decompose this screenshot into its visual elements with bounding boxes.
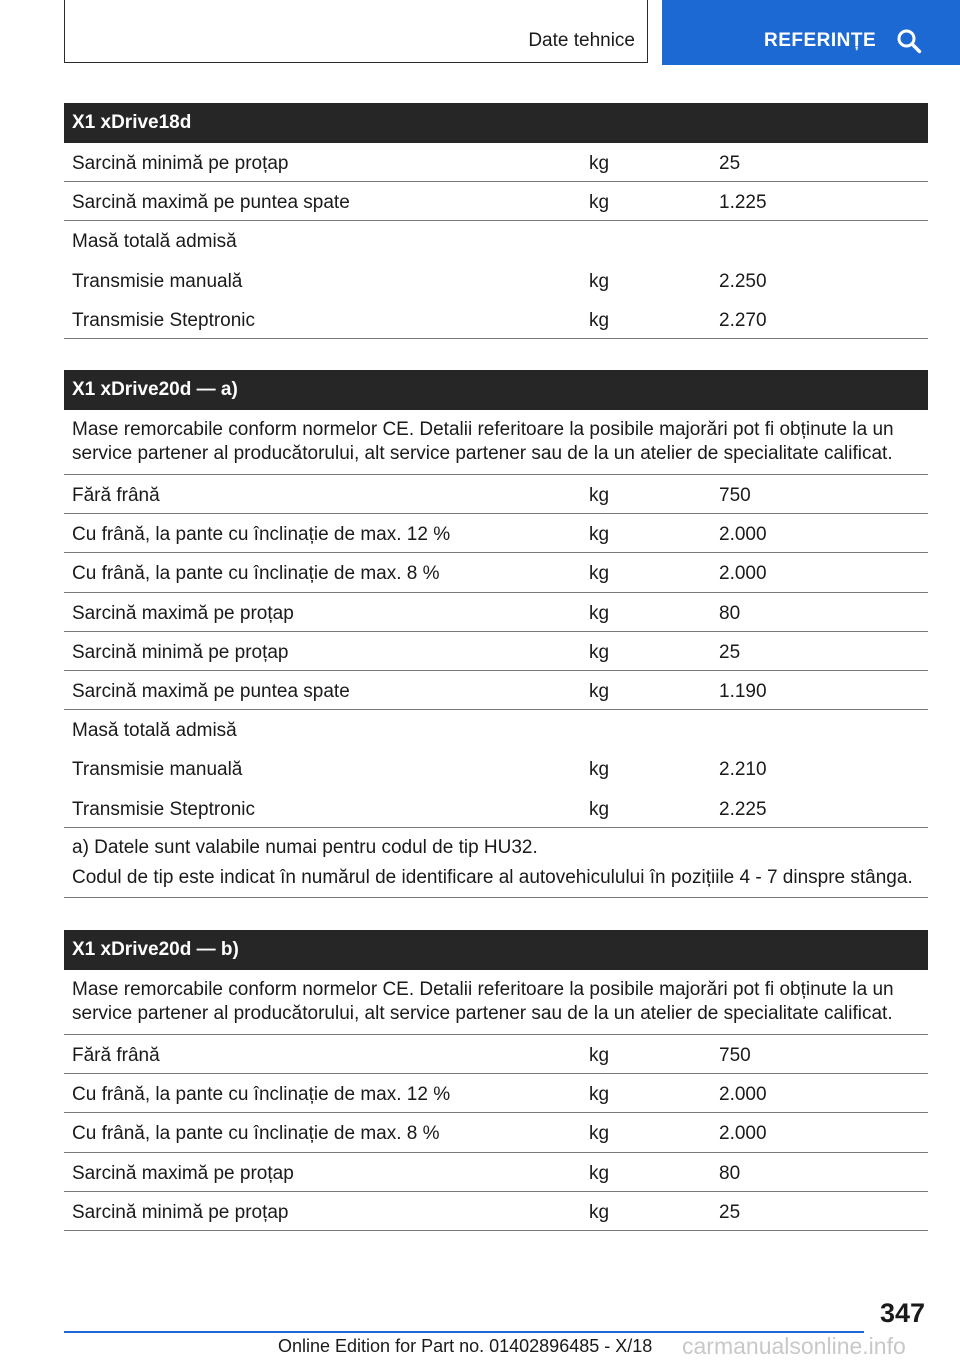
section-note: Mase remorcabile conform normelor CE. Detalii referitoare la posibile majorări pot fi obținute la un service partener al producătorului, alt service partener sau de la un atelier de specialitate calificat. bbox=[64, 970, 928, 1035]
row-value: 2.000 bbox=[719, 1084, 767, 1106]
table-row bbox=[64, 1035, 928, 1074]
row-label: Sarcină maximă pe proțap bbox=[72, 602, 294, 624]
row-value: 2.000 bbox=[719, 524, 767, 546]
table-row bbox=[64, 300, 928, 339]
footnote: a) Datele sunt valabile numai pentru codul de tip HU32. bbox=[72, 836, 538, 858]
footnotes bbox=[64, 828, 928, 898]
section-heading: X1 xDrive20d — a) bbox=[64, 370, 928, 410]
row-label: Sarcină minimă pe proțap bbox=[72, 641, 289, 663]
row-value: 80 bbox=[719, 1162, 741, 1184]
row-label: Cu frână, la pante cu înclinație de max. 12 % bbox=[72, 524, 451, 546]
row-unit: kg bbox=[589, 1084, 610, 1106]
row-value: 750 bbox=[719, 1045, 751, 1066]
row-label: Masă totală admisă bbox=[72, 231, 237, 253]
row-value: 2.000 bbox=[719, 1123, 767, 1145]
row-value: 25 bbox=[719, 1201, 741, 1223]
table-row bbox=[64, 553, 928, 592]
row-label: Fără frână bbox=[72, 485, 160, 506]
row-unit: kg bbox=[589, 524, 610, 546]
row-unit: kg bbox=[589, 1045, 610, 1066]
row-unit: kg bbox=[589, 270, 610, 292]
row-unit: kg bbox=[589, 680, 610, 702]
row-label: Sarcină minimă pe proțap bbox=[72, 153, 289, 174]
row-value: 750 bbox=[719, 485, 751, 506]
table-row bbox=[64, 710, 928, 749]
row-unit: kg bbox=[589, 759, 610, 781]
row-value: 1.225 bbox=[719, 192, 767, 214]
row-label: Masă totală admisă bbox=[72, 720, 237, 742]
table-row bbox=[64, 632, 928, 671]
section-tab[interactable] bbox=[662, 0, 960, 65]
row-label: Cu frână, la pante cu înclinație de max. 8 % bbox=[72, 1123, 440, 1145]
row-label: Transmisie manuală bbox=[72, 270, 243, 292]
row-label: Sarcină maximă pe puntea spate bbox=[72, 192, 350, 214]
row-label: Cu frână, la pante cu înclinație de max. 8 % bbox=[72, 563, 440, 585]
section-title: REFERINȚE bbox=[764, 30, 877, 51]
row-value: 1.190 bbox=[719, 680, 767, 702]
row-label: Sarcină minimă pe proțap bbox=[72, 1201, 289, 1223]
row-unit: kg bbox=[589, 309, 610, 331]
table-row bbox=[64, 221, 928, 260]
table-row bbox=[64, 182, 928, 221]
footnote: Codul de tip este indicat în numărul de identificare al autovehiculului în pozițiile 4 - 7 dinspre stânga. bbox=[72, 866, 913, 888]
edition-text: Online Edition for Part no. 01402896485 - X/18 bbox=[278, 1336, 653, 1356]
table-row bbox=[64, 1074, 928, 1113]
chapter-title: Date tehnice bbox=[528, 30, 635, 51]
section-x1-xdrive20d-b bbox=[64, 930, 928, 1231]
row-unit: kg bbox=[589, 1123, 610, 1145]
row-label: Transmisie manuală bbox=[72, 759, 243, 781]
row-value: 2.270 bbox=[719, 309, 767, 331]
table-row bbox=[64, 143, 928, 182]
chapter-tab[interactable] bbox=[64, 0, 648, 63]
row-unit: kg bbox=[589, 641, 610, 663]
row-unit: kg bbox=[589, 602, 610, 624]
table-row bbox=[64, 671, 928, 710]
section-heading: X1 xDrive18d bbox=[64, 103, 928, 143]
watermark: carmanualsonline.info bbox=[682, 1333, 906, 1359]
table-row bbox=[64, 593, 928, 632]
row-unit: kg bbox=[589, 563, 610, 585]
row-unit: kg bbox=[589, 485, 610, 506]
row-value: 2.210 bbox=[719, 759, 767, 781]
row-label: Transmisie Steptronic bbox=[72, 309, 256, 331]
row-label: Transmisie Steptronic bbox=[72, 798, 256, 820]
section-x1-xdrive18d bbox=[64, 103, 928, 339]
page-number: 347 bbox=[880, 1298, 926, 1328]
table-row bbox=[64, 1113, 928, 1152]
table-row bbox=[64, 1153, 928, 1192]
table-row bbox=[64, 749, 928, 788]
row-label: Cu frână, la pante cu înclinație de max. 12 % bbox=[72, 1084, 451, 1106]
section-note: Mase remorcabile conform normelor CE. Detalii referitoare la posibile majorări pot fi obținute la un service partener al producătorului, alt service partener sau de la un atelier de specialitate calificat. bbox=[64, 410, 928, 475]
table-row bbox=[64, 514, 928, 553]
table-row bbox=[64, 475, 928, 514]
row-unit: kg bbox=[589, 153, 610, 174]
row-value: 25 bbox=[719, 641, 741, 663]
search-icon[interactable] bbox=[896, 28, 922, 54]
row-value: 2.225 bbox=[719, 798, 767, 820]
row-value: 2.250 bbox=[719, 270, 767, 292]
row-value: 25 bbox=[719, 153, 741, 174]
row-value: 2.000 bbox=[719, 563, 767, 585]
row-label: Sarcină maximă pe proțap bbox=[72, 1162, 294, 1184]
row-unit: kg bbox=[589, 798, 610, 820]
section-heading: X1 xDrive20d — b) bbox=[64, 930, 928, 970]
row-value: 80 bbox=[719, 602, 741, 624]
section-x1-xdrive20d-a bbox=[64, 370, 928, 898]
table-row bbox=[64, 1192, 928, 1231]
row-unit: kg bbox=[589, 192, 610, 214]
row-label: Sarcină maximă pe puntea spate bbox=[72, 680, 350, 702]
row-unit: kg bbox=[589, 1201, 610, 1223]
row-unit: kg bbox=[589, 1162, 610, 1184]
row-label: Fără frână bbox=[72, 1045, 160, 1066]
table-row bbox=[64, 789, 928, 828]
table-row bbox=[64, 261, 928, 300]
